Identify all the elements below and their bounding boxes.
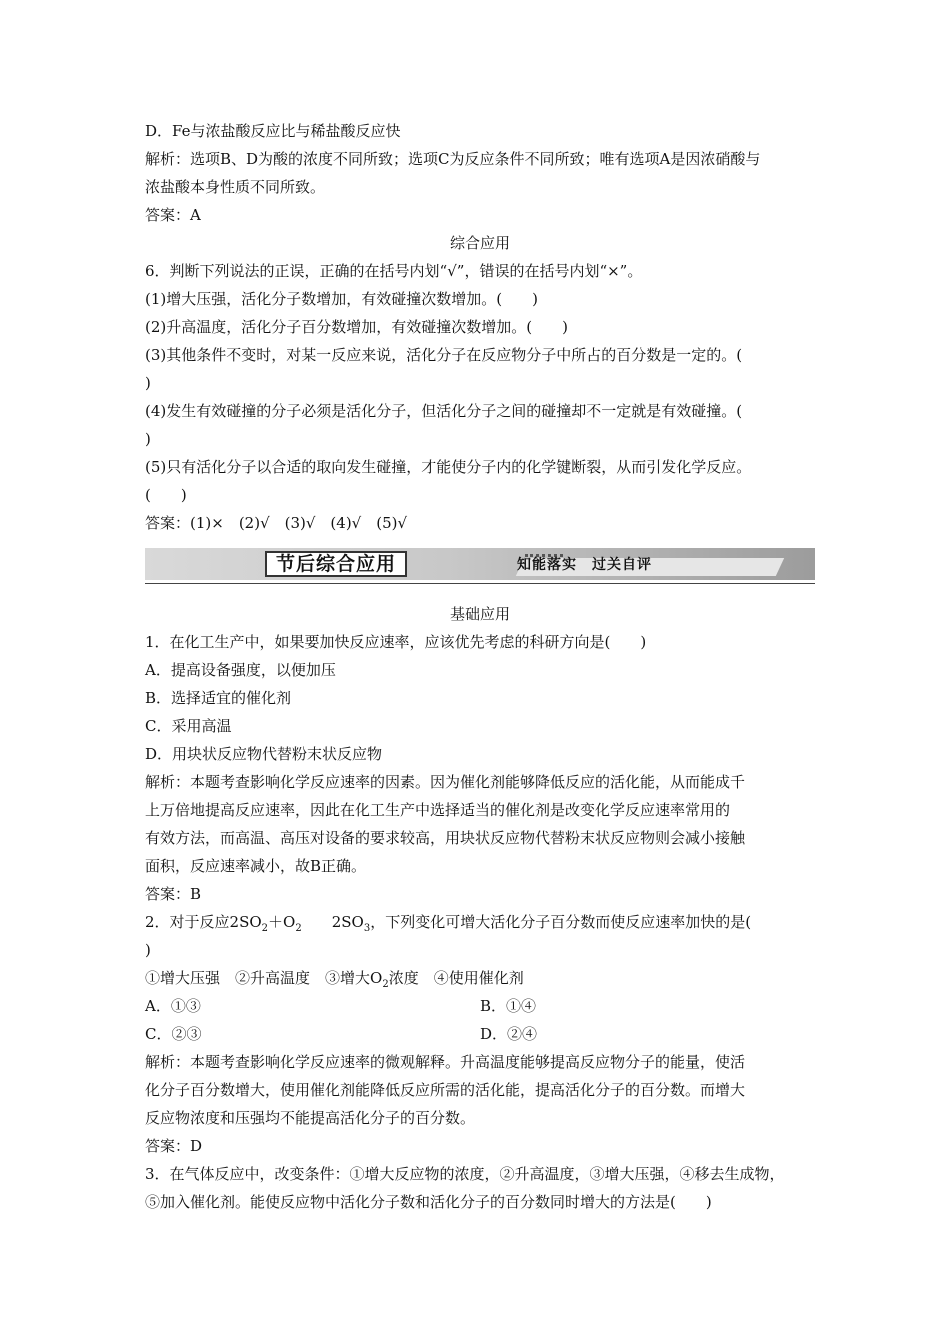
answer-line: 答案：(1)× (2)√ (3)√ (4)√ (5)√	[145, 514, 408, 532]
statement-2: (2)升高温度，活化分子百分数增加，有效碰撞次数增加。( )	[145, 318, 568, 336]
items-text: 浓度 ④使用催化剂	[388, 969, 524, 987]
banner-title: 节后综合应用	[265, 551, 407, 577]
section-title: 综合应用	[449, 234, 510, 252]
answer-line: 答案：A	[145, 206, 201, 224]
option-row	[145, 992, 815, 1020]
question-2-text: 2SO	[301, 913, 364, 931]
subscript: 2	[295, 923, 302, 934]
option-d: D．②④	[480, 1025, 538, 1043]
question-3: 3．在气体反应中，改变条件：①增大反应物的浓度，②升高温度，③增大压强，④移去生成物，	[145, 1165, 785, 1183]
analysis-line: 反应物浓度和压强均不能提高活化分子的百分数。	[145, 1109, 476, 1127]
statement-4-bracket: )	[145, 430, 151, 448]
statement-3-bracket: )	[145, 374, 151, 392]
section-banner	[145, 548, 815, 586]
question-6: 6．判断下列说法的正误，正确的在括号内划“√”，错误的在括号内划“×”。	[145, 262, 643, 280]
question-2-text: ，下列变化可增大活化分子百分数而使反应速率加快的是(	[370, 913, 752, 931]
analysis-line: 浓盐酸本身性质不同所致。	[145, 178, 326, 196]
statement-1: (1)增大压强，活化分子数增加，有效碰撞次数增加。( )	[145, 290, 538, 308]
option-c: C．采用高温	[145, 717, 232, 735]
statement-5: (5)只有活化分子以合适的取向发生碰撞，才能使分子内的化学键断裂，从而引发化学反应。	[145, 458, 752, 476]
option-c: C．②③	[145, 1025, 202, 1043]
subscript: 2	[261, 923, 269, 934]
analysis-line: 解析：选项B、D为酸的浓度不同所致；选项C为反应条件不同所致；唯有选项A是因浓硝酸与	[145, 150, 761, 168]
subscript: 2	[382, 979, 389, 990]
question-1: 1．在化工生产中，如果要加快反应速率，应该优先考虑的科研方向是( )	[145, 633, 647, 651]
items-text: ①增大压强 ②升高温度 ③增大O	[145, 969, 383, 987]
question-2-text: 2．对于反应2SO	[145, 913, 262, 931]
analysis-line: 化分子百分数增大，使用催化剂能降低反应所需的活化能，提高活化分子的百分数。而增大	[145, 1081, 746, 1099]
statement-5-bracket: ( )	[145, 486, 187, 504]
option-d: D．Fe与浓盐酸反应比与稀盐酸反应快	[145, 122, 401, 140]
statement-3: (3)其他条件不变时，对某一反应来说，活化分子在反应物分子中所占的百分数是一定的。(	[145, 346, 743, 364]
option-d: D．用块状反应物代替粉末状反应物	[145, 745, 383, 763]
option-row	[145, 1020, 815, 1048]
analysis-line: 解析：本题考查影响化学反应速率的因素。因为催化剂能够降低反应的活化能，从而能成千	[145, 773, 746, 791]
question-3: ⑤加入催化剂。能使反应物中活化分子数和活化分子的百分数同时增大的方法是( )	[145, 1193, 712, 1211]
answer-line: 答案：B	[145, 885, 202, 903]
option-a: A．①③	[145, 997, 201, 1015]
answer-line: 答案：D	[145, 1137, 203, 1155]
option-a: A．提高设备强度，以便加压	[145, 661, 336, 679]
statement-4: (4)发生有效碰撞的分子必须是活化分子，但活化分子之间的碰撞却不一定就是有效碰撞。(	[145, 402, 743, 420]
option-b: B．①④	[480, 997, 537, 1015]
option-b: B．选择适宜的催化剂	[145, 689, 292, 707]
analysis-line: 解析：本题考查影响化学反应速率的微观解释。升高温度能够提高反应物分子的能量，使活	[145, 1053, 746, 1071]
analysis-line: 有效方法，而高温、高压对设备的要求较高，用块状反应物代替粉末状反应物则会减小接触	[145, 829, 746, 847]
analysis-line: 面积，反应速率减小，故B正确。	[145, 857, 367, 875]
analysis-line: 上万倍地提高反应速率，因此在化工生产中选择适当的催化剂是改变化学反应速率常用的	[145, 801, 731, 819]
banner-rule	[145, 583, 815, 584]
question-2-bracket: )	[145, 941, 151, 959]
subscript: 3	[363, 923, 371, 934]
section-title: 基础应用	[449, 605, 510, 623]
question-2-text: ＋O	[268, 913, 296, 931]
banner-subtitle: 知能落实 过关自评	[517, 557, 652, 573]
